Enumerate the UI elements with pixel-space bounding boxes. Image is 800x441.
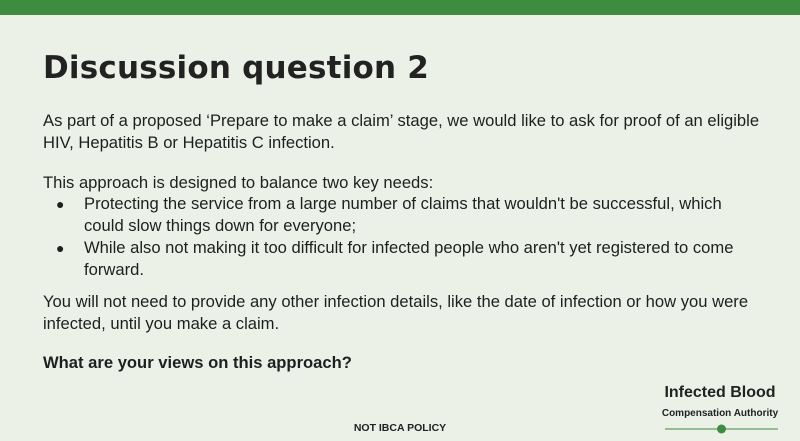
slide-title: Discussion question 2 <box>43 50 430 86</box>
needs-list <box>43 193 763 281</box>
list-item-text: While also not making it too difficult for infected people who aren't yet registered to come forward. <box>84 238 734 279</box>
approach-paragraph: This approach is designed to balance two key needs: <box>43 173 434 192</box>
bullet-icon: ● <box>56 196 65 212</box>
top-accent-bar <box>0 0 800 15</box>
logo-subtitle: Compensation Authority <box>661 408 779 419</box>
list-item <box>43 193 763 237</box>
ibca-logo <box>660 382 780 421</box>
question-text: What are your views on this approach? <box>43 353 352 372</box>
details-paragraph: You will not need to provide any other infection details, like the date of infection or how you were infected, until you make a claim. <box>43 292 749 333</box>
list-item <box>43 237 763 281</box>
intro-paragraph: As part of a proposed ‘Prepare to make a claim’ stage, we would like to ask for proof of an eligible HIV, Hepatitis B or Hepatitis C infection. <box>43 111 760 152</box>
list-item-text: Protecting the service from a large number of claims that wouldn't be successful, which could slow things down for everyone; <box>84 194 722 235</box>
policy-note: NOT IBCA POLICY <box>353 422 447 434</box>
bullet-icon: ● <box>56 240 65 256</box>
logo-title: Infected Blood <box>664 384 776 401</box>
logo-rule-icon <box>665 424 778 434</box>
